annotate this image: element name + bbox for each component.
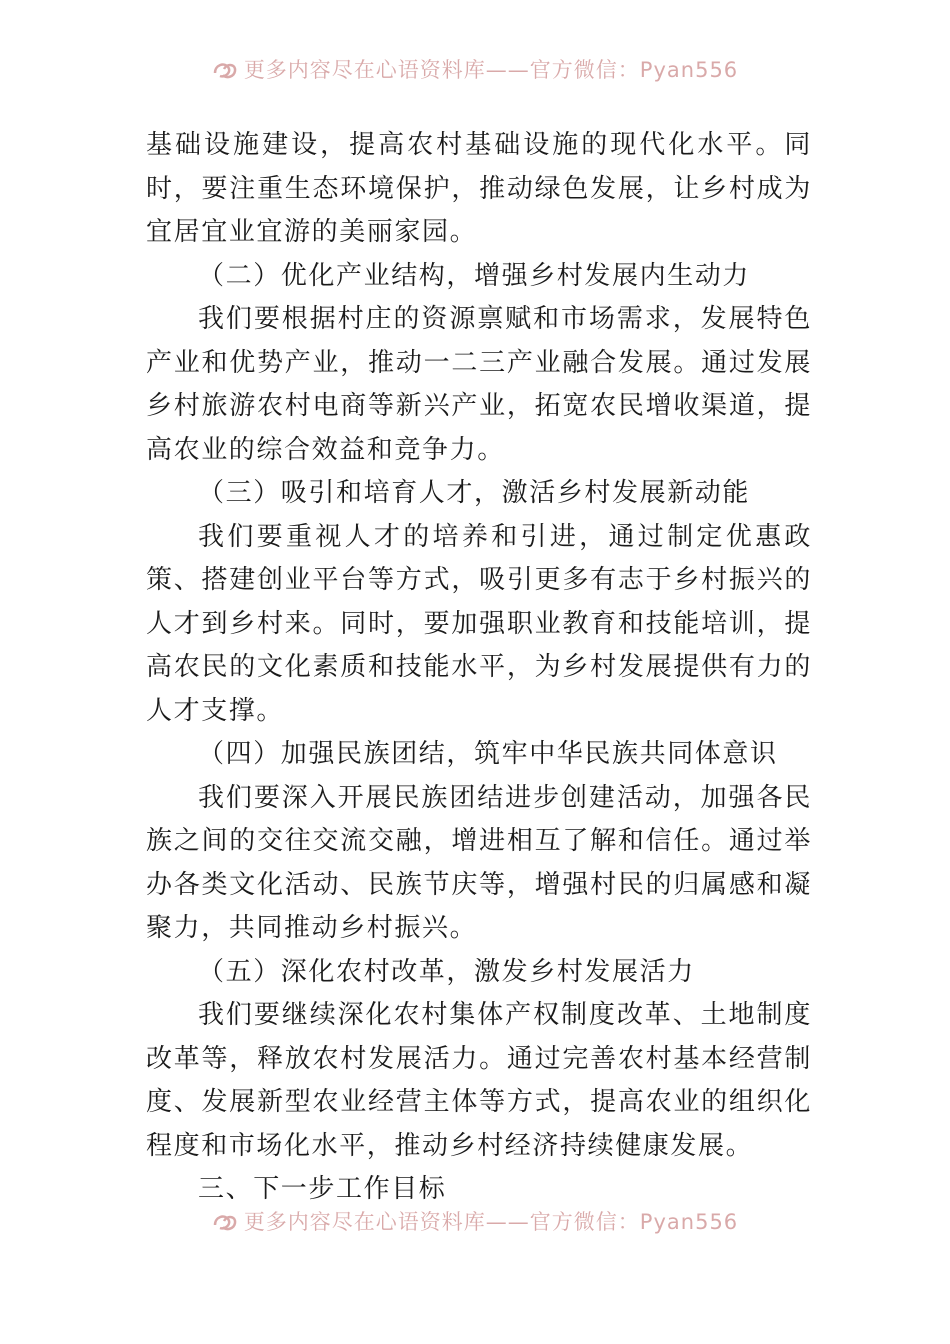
paragraph-3: 我们要重视人才的培养和引进，通过制定优惠政策、搭建创业平台等方式，吸引更多有志于乡村振兴的人才到乡村来。同时，要加强职业教育和技能培训，提高农民的文化素质和技能水平，为乡村发展提供有力的人才支撑。 [146, 521, 812, 726]
footer-watermark [0, 1207, 950, 1237]
paragraph-4: 我们要深入开展民族团结进步创建活动，加强各民族之间的交往交流交融，增进相互了解和信任。通过举办各类文化活动、民族节庆等，增强村民的归属感和凝聚力，共同推动乡村振兴。 [146, 782, 812, 943]
section-heading-4: （四）加强民族团结，筑牢中华民族共同体意识 [198, 739, 778, 769]
logo-icon [212, 1211, 238, 1233]
paragraph-5: 我们要继续深化农村集体产权制度改革、土地制度改革等，释放农村发展活力。通过完善农村基本经营制度、发展新型农业经营主体等方式，提高农业的组织化程度和市场化水平，推动乡村经济持续健康发展。 [146, 1000, 812, 1161]
header-watermark [0, 55, 950, 85]
section-heading-3: （三）吸引和培育人才，激活乡村发展新动能 [198, 478, 751, 508]
section-heading-6: 三、下一步工作目标 [198, 1174, 447, 1204]
paragraph-2: 我们要根据村庄的资源禀赋和市场需求，发展特色产业和优势产业，推动一二三产业融合发展。通过发展乡村旅游农村电商等新兴产业，拓宽农民增收渠道，提高农业的综合效益和竞争力。 [146, 304, 812, 465]
logo-icon [212, 59, 238, 81]
header-watermark-text: 更多内容尽在心语资料库——官方微信：Pyan556 [243, 58, 739, 82]
section-heading-5: （五）深化农村改革，激发乡村发展活力 [198, 956, 695, 987]
section-heading-2: （二）优化产业结构，增强乡村发展内生动力 [198, 260, 751, 291]
paragraph-continued: 基础设施建设，提高农村基础设施的现代化水平。同时，要注重生态环境保护，推动绿色发展，让乡村成为宜居宜业宜游的美丽家园。 [146, 130, 812, 247]
footer-watermark-text: 更多内容尽在心语资料库——官方微信：Pyan556 [243, 1210, 739, 1234]
document-body [146, 124, 812, 1212]
